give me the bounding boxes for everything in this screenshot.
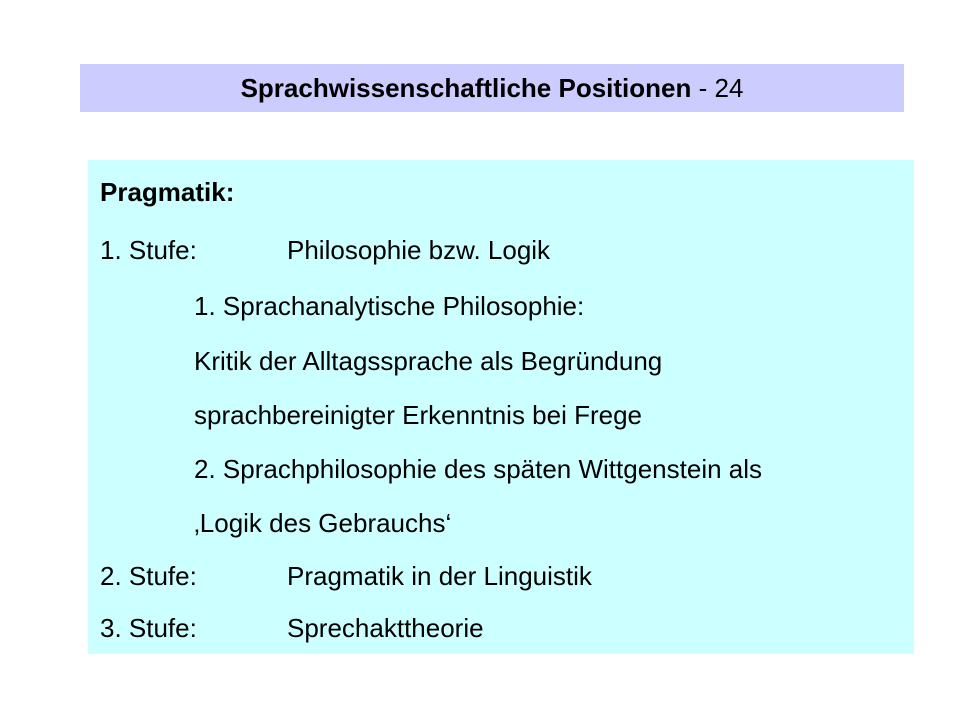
slide-title-main: Sprachwissenschaftliche Positionen (240, 72, 692, 103)
sub-item-1: 1. Sprachanalytische Philosophie: (194, 291, 585, 321)
sub-item-4: 2. Sprachphilosophie des späten Wittgenstein als (194, 454, 763, 484)
stufe-3-label: 3. Stufe: (100, 613, 197, 643)
sub-item-5: ‚Logik des Gebrauchs‘ (194, 508, 452, 538)
slide-number: - 24 (691, 72, 744, 103)
slide-title (80, 64, 904, 112)
stufe-1-text: Philosophie bzw. Logik (287, 235, 551, 265)
stufe-2-text: Pragmatik in der Linguistik (287, 561, 592, 591)
stufe-3-text: Sprechakttheorie (287, 613, 484, 643)
stufe-2-label: 2. Stufe: (100, 561, 197, 591)
sub-item-2: Kritik der Alltagssprache als Begründung (194, 346, 663, 376)
stufe-1-label: 1. Stufe: (100, 235, 197, 265)
content-box (88, 160, 914, 654)
sub-item-3: sprachbereinigter Erkenntnis bei Frege (194, 400, 643, 430)
section-heading: Pragmatik: (100, 177, 235, 207)
